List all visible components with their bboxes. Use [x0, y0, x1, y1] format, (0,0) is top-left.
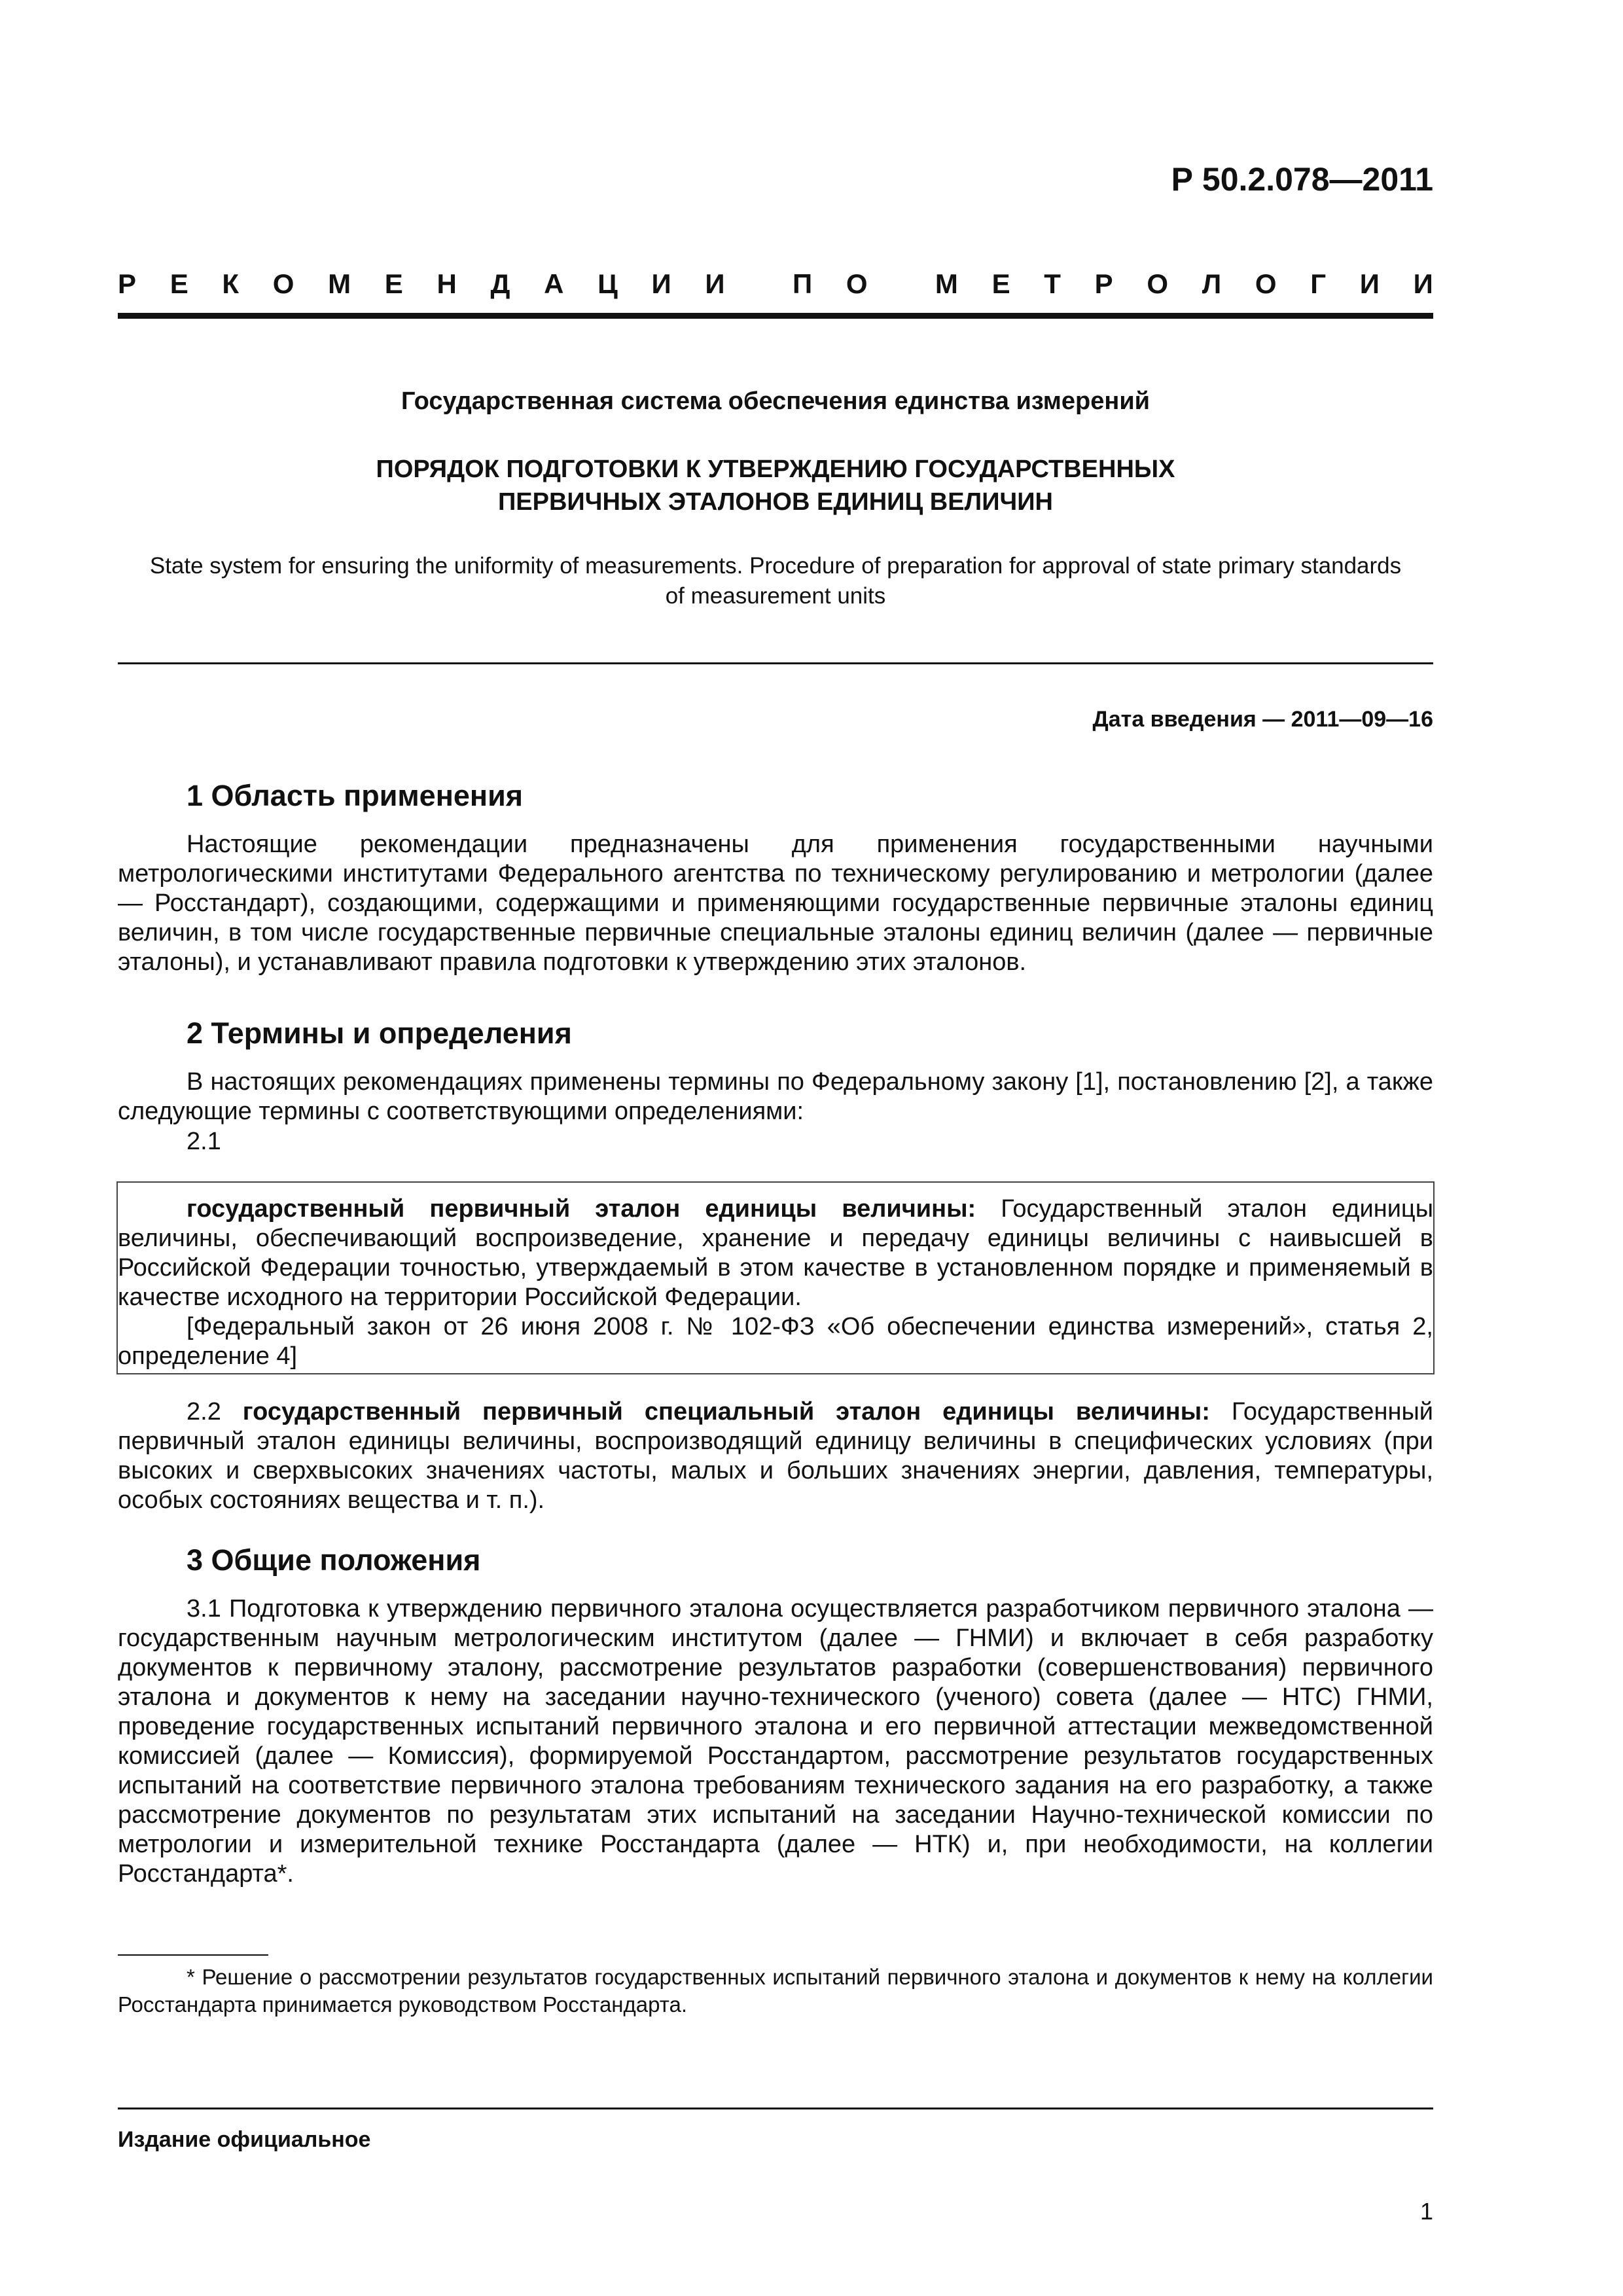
definition-2-1-term: государственный первичный эталон единицы величины:: [187, 1195, 976, 1223]
series-letter: Е: [384, 268, 403, 299]
series-letter: М: [935, 268, 958, 299]
section-3-heading: 3 Общие положения: [187, 1543, 481, 1577]
series-letter: А: [544, 268, 564, 299]
series-letter: Е: [169, 268, 188, 299]
series-letter: И: [705, 268, 725, 299]
section-2-intro: В настоящих рекомендациях применены термины по Федеральному закону [1], постановлению [2], а также следующие термины с соответствующими определениями:: [118, 1068, 1433, 1125]
series-letter: К: [222, 268, 240, 299]
series-letter: О: [1147, 268, 1168, 299]
title-rule: [118, 662, 1433, 664]
series-letter: И: [651, 268, 671, 299]
edition-label: Издание официальное: [118, 2127, 371, 2152]
series-letter: Г: [1310, 268, 1327, 299]
section-1-text: Настоящие рекомендации предназначены для применения государственными научными метрологическими институтами Федерального агентства по техническому регулированию и метрологии (далее — Росстандарт), создающими, содержащими и применяющими государственные первичные эталоны единиц величин, в том числе государственные первичные специальные эталоны единиц величин (далее — первичные эталоны), и устанавливают правила подготовки к утверждению этих эталонов.: [118, 831, 1433, 976]
main-title-line1: ПОРЯДОК ПОДГОТОВКИ К УТВЕРЖДЕНИЮ ГОСУДАРСТВЕННЫХ: [376, 456, 1175, 483]
definition-2-1-source: [Федеральный закон от 26 июня 2008 г. № 102-ФЗ «Об обеспечении единства измерений», статья 2, определение 4]: [118, 1313, 1433, 1370]
footnote: * Решение о рассмотрении результатов государственных испытаний первичного эталона и документов к нему на коллегии Росстандарта принимается руководством Росстандарта.: [118, 1965, 1433, 2017]
series-letter: Р: [1094, 268, 1113, 299]
series-letter: И: [1359, 268, 1380, 299]
series-letter: Н: [437, 268, 457, 299]
series-letter: М: [328, 268, 351, 299]
definition-2-1-text: Государственный эталон единицы величины, обеспечивающий воспроизведение, хранение и передачу единицы величины с наивысшей в Российской Федерации точностью, утверждаемый в этом качестве в установленном порядке и применяемый в качестве исходного на территории Российской Федерации.: [118, 1195, 1434, 1311]
definition-2-2-term: государственный первичный специальный эталон единицы величины:: [242, 1398, 1210, 1426]
item-2-1-number: 2.1: [187, 1128, 221, 1155]
series-letter: О: [272, 268, 294, 299]
series-letter: Т: [1044, 268, 1061, 299]
section-3-text: 3.1 Подготовка к утверждению первичного эталона осуществляется разработчиком первичного эталона — государственным научным метрологическим институтом (далее — ГНМИ) и включает в себя разработку документов к первичному эталону, рассмотрение результатов разработки (совершенствования) первичного эталона и документов к нему на заседании научно-технического (ученого) совета (далее — НТС) ГНМИ, проведение государственных испытаний первичного эталона и его первичной аттестации межведомственной комиссией (далее — Комиссия), формируемой Росстандартом, рассмотрение результатов государственных испытаний на соответствие первичного эталона требованиям технического задания на его разработку, а также рассмотрение документов по результатам этих испытаний на заседании Научно-технической комиссии по метрологии и измерительной технике Росстандарта (далее — НТК) и, при необходимости, на коллегии Росстандарта*.: [118, 1595, 1433, 1888]
footnote-rule: [118, 1954, 268, 1956]
series-letter: Д: [490, 268, 510, 299]
definition-2-2-text: Государственный первичный эталон единицы величины, воспроизводящий единицу величины в специфических условиях (при высоких и сверхвысоких значениях частоты, малых и больших значениях энергии, давления, температуры, особых состояниях вещества и т. п.).: [118, 1398, 1433, 1514]
system-title: Государственная система обеспечения единства измерений: [401, 387, 1150, 415]
introduction-date: Дата введения — 2011—09—16: [1092, 707, 1433, 732]
series-letter: Ц: [597, 268, 618, 299]
document-number: Р 50.2.078—2011: [1171, 161, 1433, 198]
series-title: [118, 268, 1433, 300]
series-letter: П: [792, 268, 813, 299]
item-2-2-number: 2.2: [187, 1398, 243, 1426]
series-letter: О: [846, 268, 868, 299]
series-letter: И: [1413, 268, 1433, 299]
header-rule: [118, 313, 1433, 319]
series-letter: Л: [1202, 268, 1222, 299]
page-number: 1: [1419, 2198, 1433, 2225]
english-title: State system for ensuring the uniformity of measurements. Procedure of preparation for approval of state primary standards of measurement units: [149, 553, 1402, 609]
main-title-line2: ПЕРВИЧНЫХ ЭТАЛОНОВ ЕДИНИЦ ВЕЛИЧИН: [497, 488, 1053, 516]
section-1-heading: 1 Область применения: [187, 779, 524, 812]
definition-2-1: [118, 1194, 1433, 1312]
main-title: [118, 453, 1433, 518]
series-letter: Е: [991, 268, 1010, 299]
definition-2-2: [118, 1397, 1433, 1515]
section-2-heading: 2 Термины и определения: [187, 1016, 572, 1050]
series-letter: Р: [118, 268, 137, 299]
definition-box: [116, 1181, 1435, 1374]
footer-rule: [118, 2108, 1433, 2109]
series-letter: О: [1255, 268, 1277, 299]
